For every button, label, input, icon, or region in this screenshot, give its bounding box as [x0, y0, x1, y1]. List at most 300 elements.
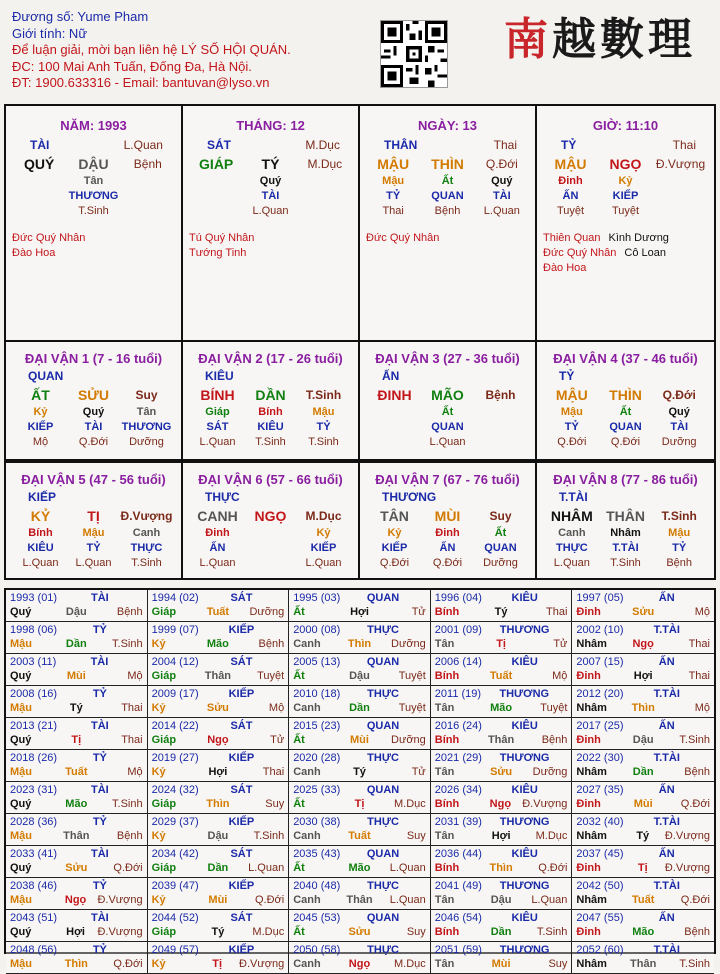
year-stage: Tử	[411, 606, 426, 618]
year-cell[interactable]	[431, 942, 573, 974]
hidden-s: L.Quan	[22, 557, 59, 569]
year-stage: Bệnh	[258, 638, 285, 650]
hidden-row	[366, 189, 529, 204]
year-cell[interactable]	[431, 654, 573, 686]
year-bottom	[152, 637, 285, 651]
hidden-row	[545, 420, 706, 435]
year-chi: Ngọ	[632, 638, 654, 650]
year-bottom	[576, 925, 710, 939]
year-label: 2041 (49)	[434, 880, 482, 892]
dai-van-god: ẤN	[382, 369, 400, 383]
year-top	[576, 752, 710, 765]
dai-van-title: ĐẠI VẬN 5 (47 - 56 tuổi)	[21, 472, 166, 487]
year-can: Canh	[293, 894, 321, 906]
hidden-row	[191, 420, 350, 435]
year-god: TÀI	[90, 720, 109, 732]
pillar-notes	[189, 231, 352, 261]
dai-van-can: CANH	[197, 508, 238, 524]
year-cell[interactable]	[6, 750, 148, 782]
year-chi: Mùi	[633, 798, 653, 810]
year-chi: Hợi	[208, 766, 228, 778]
pillar-title: NĂM: 1993	[60, 118, 127, 133]
year-top	[293, 720, 426, 733]
year-bottom	[435, 765, 568, 779]
year-cell[interactable]	[6, 910, 148, 942]
spacer	[74, 137, 118, 154]
hidden-stem	[189, 174, 352, 219]
dai-van-can-chi-row	[14, 506, 173, 526]
address: ĐC: 100 Mai Anh Tuấn, Đống Đa, Hà Nội.	[12, 58, 252, 74]
year-cell[interactable]	[6, 878, 148, 910]
dai-van-chi: THÂN	[606, 508, 645, 524]
year-chi: Dần	[207, 862, 229, 874]
dai-van-can-chi-row	[14, 385, 173, 405]
year-bottom	[293, 669, 426, 683]
dai-van-7	[360, 461, 537, 578]
year-top	[576, 944, 710, 957]
year-cell[interactable]	[148, 590, 290, 622]
hidden-c	[244, 526, 297, 541]
year-chi: Hợi	[350, 606, 369, 618]
year-stage: Bệnh	[116, 606, 143, 618]
year-can: Đinh	[576, 606, 601, 618]
year-label: 2023 (31)	[10, 784, 58, 796]
year-god: T.TÀI	[653, 624, 680, 636]
year-stage: L.Quan	[531, 894, 568, 906]
year-top	[152, 592, 285, 605]
year-stage: L.Quan	[248, 862, 285, 874]
hidden-s: T.Sinh	[255, 436, 286, 448]
year-god: TỶ	[92, 816, 107, 828]
dai-van-6	[183, 461, 360, 578]
hidden-c: Mậu	[82, 527, 105, 539]
spacer	[606, 137, 651, 154]
year-can: Tân	[434, 766, 455, 778]
year-cell[interactable]	[572, 750, 714, 782]
year-label: 2009 (17)	[151, 688, 199, 700]
year-cell[interactable]	[572, 590, 714, 622]
hidden-c: Kỷ	[387, 527, 402, 539]
year-chi: Dần	[490, 926, 512, 938]
year-chi: Thân	[346, 894, 373, 906]
year-cell[interactable]	[572, 846, 714, 878]
hidden-p: THƯƠNG	[121, 421, 172, 433]
year-cell[interactable]	[6, 622, 148, 654]
year-god: ẤN	[658, 656, 675, 668]
year-can: Đinh	[576, 862, 601, 874]
year-cell[interactable]	[148, 878, 290, 910]
year-label: 2021 (29)	[434, 752, 482, 764]
note-item: Đức Quý Nhân	[366, 232, 440, 244]
year-chi: Hợi	[633, 670, 653, 682]
year-bottom	[152, 733, 285, 747]
year-cell[interactable]	[148, 814, 290, 846]
year-stage: Bệnh	[684, 926, 710, 938]
hidden-row	[191, 405, 350, 420]
hidden-p: THỰC	[130, 542, 163, 554]
year-stage: Q.Đới	[680, 798, 710, 810]
year-cell[interactable]	[572, 718, 714, 750]
year-god: QUAN	[366, 656, 400, 668]
dai-van-stage: Đ.Vượng	[120, 509, 173, 523]
year-top	[152, 848, 285, 861]
year-cell[interactable]	[431, 750, 573, 782]
year-top	[293, 592, 426, 605]
year-cell[interactable]	[6, 590, 148, 622]
year-chi: Thìn	[206, 798, 230, 810]
hidden-s: T.Sinh	[308, 436, 339, 448]
year-label: 2024 (32)	[151, 784, 199, 796]
year-cell[interactable]	[431, 846, 573, 878]
year-label: 2044 (52)	[151, 912, 199, 924]
year-stage: Tuyệt	[398, 670, 426, 682]
hidden-c: Nhâm	[610, 527, 641, 539]
year-bottom	[435, 669, 568, 683]
year-bottom	[576, 637, 710, 651]
hidden-s: L.Quan	[553, 557, 590, 569]
dai-van-top-row	[14, 489, 173, 506]
year-top	[576, 656, 710, 669]
year-top	[435, 784, 568, 797]
year-bottom	[152, 893, 285, 907]
year-stage: Mộ	[127, 670, 143, 682]
year-cell[interactable]	[148, 654, 290, 686]
year-stage: Mộ	[268, 702, 285, 714]
year-cell[interactable]	[148, 622, 290, 654]
year-can: Nhâm	[576, 702, 607, 714]
year-cell[interactable]	[148, 782, 290, 814]
year-chi: Tị	[71, 734, 82, 746]
year-label: 2000 (08)	[293, 624, 341, 636]
year-can: Mậu	[10, 702, 32, 714]
year-cell[interactable]	[572, 878, 714, 910]
spacer	[657, 489, 706, 506]
year-bottom	[10, 701, 143, 715]
year-cell[interactable]	[289, 782, 431, 814]
dai-van-can-chi-row	[368, 385, 527, 405]
year-cell[interactable]	[289, 622, 431, 654]
year-cell[interactable]	[6, 942, 148, 974]
year-stage: Thai	[121, 734, 143, 746]
year-stage: Thai	[688, 670, 710, 682]
year-top	[576, 688, 710, 701]
year-can: Đinh	[576, 926, 601, 938]
year-cell[interactable]	[289, 590, 431, 622]
year-label: 2030 (38)	[293, 816, 341, 828]
year-chi: Mùi	[350, 734, 369, 746]
pillar-stage: Thai	[493, 138, 517, 152]
year-top	[152, 688, 285, 701]
year-chi: Tý	[636, 830, 650, 842]
hidden-s: L.Quan	[305, 557, 342, 569]
year-god: THƯƠNG	[499, 880, 550, 892]
year-top	[152, 752, 285, 765]
year-god: KIẾP	[228, 816, 255, 828]
year-top	[435, 848, 568, 861]
year-can: Giáp	[151, 862, 177, 874]
year-label: 2020 (28)	[293, 752, 341, 764]
year-label: 1994 (02)	[151, 592, 199, 604]
year-cell[interactable]	[289, 846, 431, 878]
year-stage: Suy	[406, 830, 426, 842]
year-cell[interactable]	[572, 942, 714, 974]
year-stage: Đ.Vượng	[97, 894, 143, 906]
year-god: SÁT	[230, 656, 253, 668]
hidden-c: Quý	[668, 406, 690, 418]
year-cell[interactable]	[148, 910, 290, 942]
year-chi: Sửu	[490, 766, 513, 778]
note-item: Đào Hoa	[543, 262, 587, 274]
year-can: Mậu	[10, 638, 32, 650]
year-stage: T.Sinh	[679, 958, 710, 970]
year-label: 2029 (37)	[151, 816, 199, 828]
hidden-row	[368, 556, 527, 571]
hidden-stage: L.Quan	[252, 205, 289, 217]
year-bottom	[576, 861, 710, 875]
year-cell[interactable]	[572, 654, 714, 686]
year-top	[152, 816, 285, 829]
year-god: T.TÀI	[653, 880, 680, 892]
year-can: Giáp	[151, 926, 177, 938]
hidden-s: Dưỡng	[129, 436, 164, 448]
pillar-top-row	[12, 137, 175, 154]
year-can: Mậu	[10, 830, 32, 842]
year-can: Canh	[293, 766, 321, 778]
year-cell[interactable]	[431, 718, 573, 750]
spacer	[76, 489, 124, 506]
year-cell[interactable]	[289, 686, 431, 718]
pillar-title: NGÀY: 13	[418, 118, 477, 133]
year-chi: Dậu	[207, 830, 229, 842]
year-top	[293, 912, 426, 925]
hidden-row	[545, 541, 706, 556]
year-label: 2026 (34)	[434, 784, 482, 796]
pillar-3	[537, 106, 714, 340]
year-god: THỰC	[367, 752, 399, 764]
year-can: Quý	[10, 734, 32, 746]
year-cell[interactable]	[572, 686, 714, 718]
hidden-can: Tân	[83, 175, 104, 187]
year-label: 2042 (50)	[576, 880, 624, 892]
year-chi: Tuất	[489, 670, 513, 682]
pillar-hidden	[189, 174, 352, 219]
year-cell[interactable]	[289, 910, 431, 942]
year-bottom	[435, 637, 568, 651]
year-cell[interactable]	[289, 654, 431, 686]
year-label: 2022 (30)	[576, 752, 624, 764]
dai-van-top-row	[368, 368, 527, 385]
year-cell[interactable]	[148, 750, 290, 782]
year-cell[interactable]	[289, 750, 431, 782]
year-chi: Tị	[496, 638, 506, 650]
year-cell[interactable]	[572, 814, 714, 846]
year-god: THƯƠNG	[499, 624, 550, 636]
year-can: Nhâm	[576, 894, 607, 906]
year-stage: M.Dục	[252, 926, 285, 938]
year-chi: Mùi	[66, 670, 86, 682]
year-can: Mậu	[10, 958, 32, 970]
gender: Giới tính: Nữ	[12, 25, 88, 41]
year-cell[interactable]	[431, 622, 573, 654]
year-cell[interactable]	[6, 654, 148, 686]
year-god: THỰC	[367, 624, 399, 636]
year-cell[interactable]	[148, 942, 290, 974]
year-cell[interactable]	[289, 718, 431, 750]
year-can: Canh	[293, 702, 321, 714]
brand-hanzi-seal: 南	[504, 14, 552, 65]
year-cell[interactable]	[6, 718, 148, 750]
year-chi: Tuất	[348, 830, 371, 842]
year-label: 2007 (15)	[576, 656, 624, 668]
pillar-can: GIÁP	[199, 156, 234, 172]
year-cell[interactable]	[148, 846, 290, 878]
year-top	[152, 912, 285, 925]
hidden-p: KIẾP	[310, 542, 337, 554]
year-stage: Đ.Vượng	[522, 798, 568, 810]
year-cell[interactable]	[431, 878, 573, 910]
year-cell[interactable]	[6, 846, 148, 878]
hidden-row	[368, 420, 527, 435]
year-bottom	[10, 765, 143, 779]
year-god: THƯƠNG	[499, 688, 550, 700]
spacer	[608, 489, 657, 506]
hidden-c: Canh	[558, 527, 586, 539]
hidden-p: SÁT	[206, 421, 229, 433]
year-stage: Đ.Vượng	[664, 830, 711, 842]
dai-van-god: THỰC	[205, 490, 240, 504]
year-god: KIÊU	[511, 784, 538, 796]
year-god: ẤN	[658, 784, 675, 796]
year-cell[interactable]	[431, 814, 573, 846]
dai-van-8	[537, 461, 714, 578]
year-label: 2033 (41)	[10, 848, 58, 860]
year-cell[interactable]	[431, 782, 573, 814]
year-top	[293, 816, 426, 829]
hidden-c: Đinh	[558, 175, 583, 187]
year-top	[10, 688, 143, 701]
year-stage: Mộ	[552, 670, 568, 682]
year-stage: Tử	[553, 638, 568, 650]
year-stage: M.Dục	[535, 830, 568, 842]
year-top	[10, 848, 143, 861]
year-god: QUAN	[366, 720, 400, 732]
year-bottom	[435, 605, 568, 619]
year-god: SÁT	[230, 912, 253, 924]
year-stage: Mộ	[694, 702, 710, 714]
hidden-p: TỶ	[564, 421, 579, 433]
year-label: 2034 (42)	[151, 848, 199, 860]
year-bottom	[10, 637, 143, 651]
year-cell[interactable]	[6, 782, 148, 814]
year-cell[interactable]	[148, 686, 290, 718]
year-cell[interactable]	[289, 942, 431, 974]
year-stage: T.Sinh	[253, 830, 285, 842]
year-cell[interactable]	[148, 718, 290, 750]
note-item: Kình Dương	[608, 232, 669, 244]
hidden-p: THỰC	[555, 542, 588, 554]
year-bottom	[152, 925, 285, 939]
year-cell[interactable]	[431, 590, 573, 622]
dai-van-stage: T.Sinh	[661, 509, 697, 523]
year-cell[interactable]	[289, 814, 431, 846]
phone-email: ĐT: 1900.633316 - Email: bantuvan@lyso.vn	[12, 75, 270, 90]
year-top	[152, 624, 285, 637]
hidden-s: Mộ	[32, 436, 49, 448]
year-top	[576, 592, 710, 605]
year-chi: Dậu	[490, 894, 512, 906]
year-cell[interactable]	[572, 910, 714, 942]
year-top	[435, 816, 568, 829]
year-stage: Bệnh	[541, 734, 568, 746]
hidden-c: Quý	[82, 406, 105, 418]
year-chi: Hợi	[66, 926, 85, 938]
year-can: Quý	[10, 798, 32, 810]
year-can: Giáp	[151, 798, 177, 810]
year-chi: Tý	[69, 702, 83, 714]
year-label: 2015 (23)	[293, 720, 341, 732]
note-item: Đức Quý Nhân	[12, 232, 86, 244]
year-cell[interactable]	[431, 910, 573, 942]
year-cell[interactable]	[572, 782, 714, 814]
dai-van-title: ĐẠI VẬN 7 (67 - 76 tuổi)	[375, 472, 520, 487]
pillar-0	[6, 106, 183, 340]
pillar-notes	[366, 231, 529, 246]
year-top	[152, 656, 285, 669]
year-cell[interactable]	[6, 686, 148, 718]
hidden-c: Tân	[136, 406, 157, 418]
hidden-row	[14, 541, 173, 556]
hidden-c: Đinh	[435, 527, 460, 539]
subject-name: Đương số: Yume Pham	[12, 9, 149, 24]
year-stage: Q.Đới	[113, 958, 143, 970]
year-chi: Thìn	[489, 862, 513, 874]
dai-van-stage: Q.Đới	[662, 388, 696, 402]
hidden-s: Tuyệt	[556, 205, 585, 217]
year-bottom	[293, 957, 426, 971]
hidden-p: QUAN	[609, 421, 642, 433]
year-cell[interactable]	[289, 878, 431, 910]
year-stage: T.Sinh	[112, 798, 143, 810]
dai-van-stage: Suy	[489, 509, 512, 523]
year-stage: T.Sinh	[679, 734, 710, 746]
dai-van-4	[537, 342, 714, 459]
spacer	[251, 137, 295, 154]
year-cell[interactable]	[431, 686, 573, 718]
hidden-s	[368, 435, 421, 450]
year-god: THƯƠNG	[499, 944, 550, 956]
year-label: 2037 (45)	[576, 848, 624, 860]
year-bottom	[152, 829, 285, 843]
year-label: 2025 (33)	[293, 784, 341, 796]
year-top	[293, 848, 426, 861]
hidden-row	[14, 556, 173, 571]
year-chi: Dậu	[349, 670, 370, 682]
year-top	[293, 624, 426, 637]
dai-van-1	[6, 342, 183, 459]
year-cell[interactable]	[572, 622, 714, 654]
hidden-p: QUAN	[431, 190, 464, 202]
note-item: Tú Quý Nhân	[189, 232, 255, 244]
hidden-row	[545, 526, 706, 541]
year-bottom	[293, 861, 426, 875]
spacer	[253, 368, 301, 385]
year-god: QUAN	[366, 592, 400, 604]
year-chi: Thân	[204, 670, 232, 682]
year-top	[152, 720, 285, 733]
year-bottom	[293, 829, 426, 843]
year-cell[interactable]	[6, 814, 148, 846]
year-top	[435, 752, 568, 765]
